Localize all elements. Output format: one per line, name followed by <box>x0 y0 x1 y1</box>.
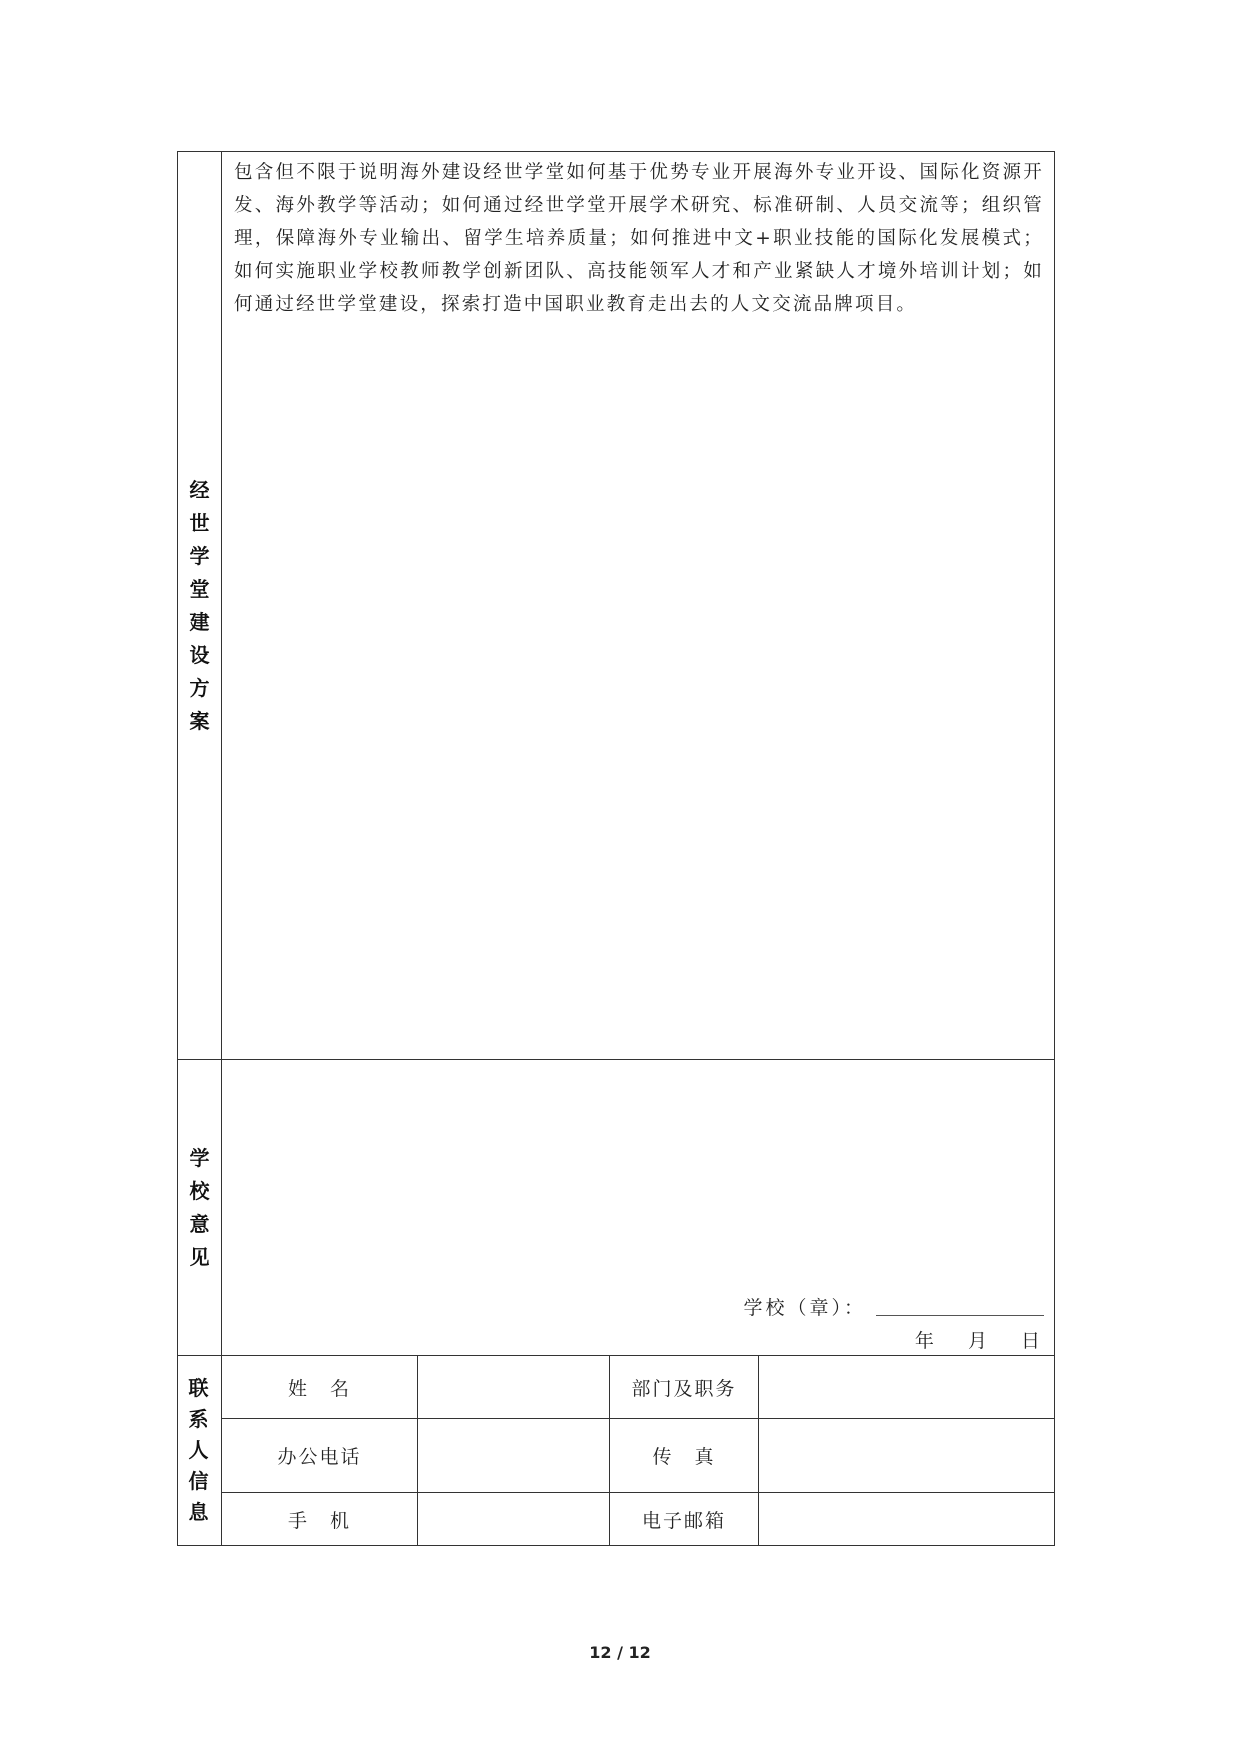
name-field[interactable] <box>418 1356 610 1419</box>
name-label-cell <box>222 1356 418 1419</box>
contact-row-2 <box>178 1419 1055 1493</box>
mobile-field[interactable] <box>418 1493 610 1546</box>
opinion-content-cell[interactable] <box>222 1060 1055 1356</box>
email-label: 电子邮箱 <box>641 1509 726 1532</box>
office-phone-field[interactable] <box>418 1419 610 1493</box>
plan-description-text: 包含但不限于说明海外建设经世学堂如何基于优势专业开展海外专业开设、国际化资源开发、海外教学等活动；如何通过经世学堂开展学术研究、标准研制、人员交流等；组织管理，保障海外专业输出、留学生培养质量；如何推进中文+职业技能的国际化发展模式；如何实施职业学校教师教学创新团队、高技能领军人才和产业紧缺人才境外培训计划；如何通过经世学堂建设，探索打造中国职业教育走出去的人文交流品牌项目。 <box>234 162 1045 315</box>
department-label-cell <box>610 1356 759 1419</box>
school-seal-label: 学校（章）： <box>743 1297 867 1319</box>
mobile-label-cell <box>222 1493 418 1546</box>
date-month-label: 月 <box>967 1330 987 1352</box>
page-number: 12 / 12 <box>589 1643 651 1662</box>
date-day-label: 日 <box>1021 1330 1041 1352</box>
mobile-label: 手 机 <box>287 1509 351 1532</box>
department-field[interactable] <box>759 1356 1055 1419</box>
opinion-content <box>222 1060 1054 1355</box>
school-seal-line <box>744 1293 1045 1320</box>
fax-label-cell <box>610 1419 759 1493</box>
opinion-row <box>178 1060 1055 1356</box>
contact-row-1 <box>178 1356 1055 1419</box>
plan-row <box>178 152 1055 1060</box>
contact-label: 联系人信息 <box>188 1376 211 1524</box>
office-phone-label-cell <box>222 1419 418 1493</box>
fax-label: 传 真 <box>652 1446 716 1468</box>
fax-field[interactable] <box>759 1419 1055 1493</box>
email-label-cell <box>610 1493 759 1546</box>
plan-label: 经世学堂建设方案 <box>189 477 210 733</box>
opinion-label: 学校意见 <box>189 1145 210 1269</box>
school-seal-field[interactable] <box>876 1297 1044 1316</box>
date-year-label: 年 <box>914 1330 934 1352</box>
date-line <box>887 1326 1040 1353</box>
department-label: 部门及职务 <box>631 1377 737 1400</box>
contact-label-cell <box>178 1356 222 1546</box>
application-form-table <box>177 151 1055 1546</box>
opinion-label-cell <box>178 1060 222 1356</box>
email-field[interactable] <box>759 1493 1055 1546</box>
name-label: 姓 名 <box>287 1377 351 1400</box>
contact-row-3 <box>178 1493 1055 1546</box>
office-phone-label: 办公电话 <box>277 1446 362 1468</box>
plan-content-cell[interactable] <box>222 152 1055 1060</box>
plan-label-cell <box>178 152 222 1060</box>
